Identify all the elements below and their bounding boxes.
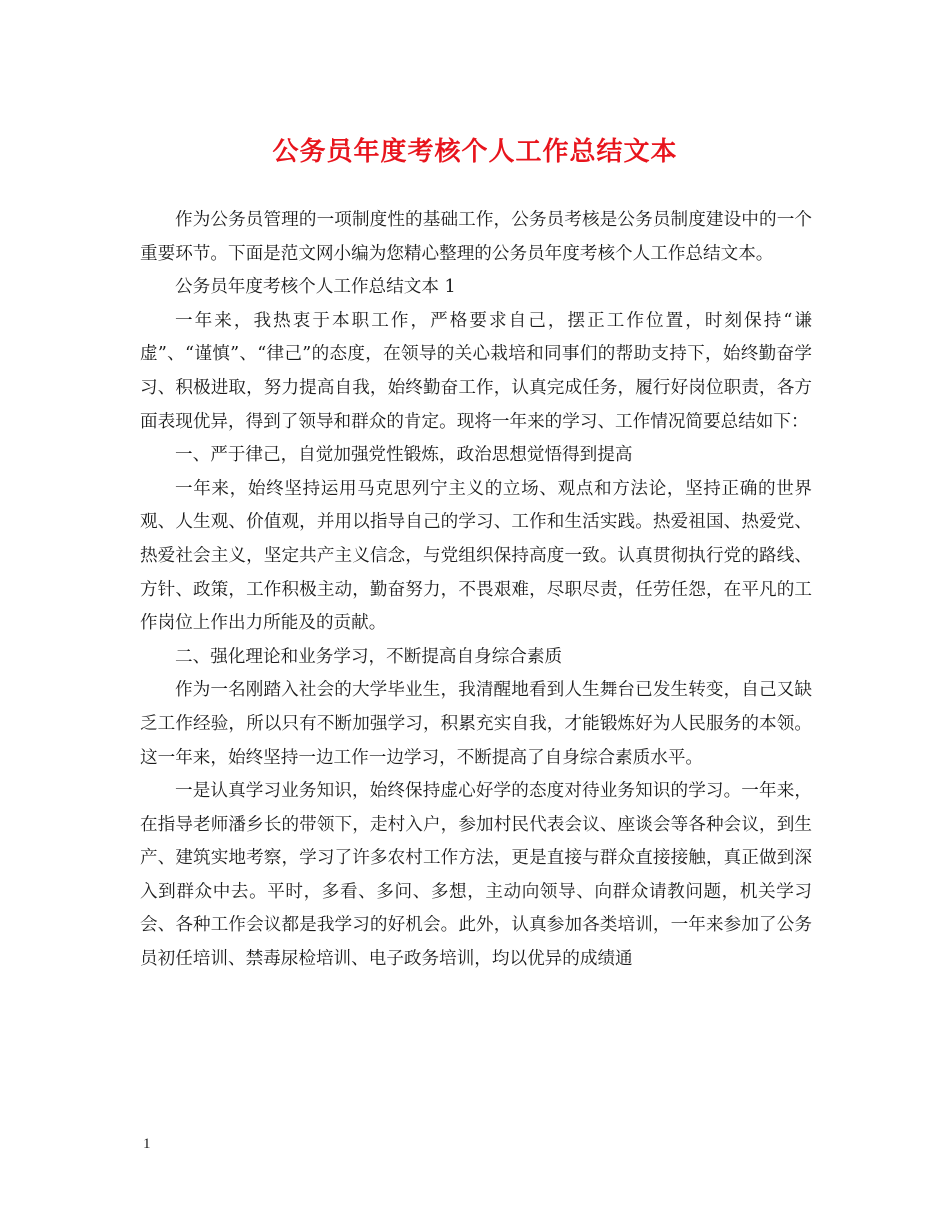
heading-2: 二、强化理论和业务学习，不断提高自身综合素质 [175, 646, 563, 667]
heading-1: 一、严于律己，自觉加强党性锻炼，政治思想觉悟得到提高 [175, 445, 633, 466]
business-knowledge-paragraph: 一是认真学习业务知识，始终保持虚心好学的态度对待业务知识的学习。一年来，在指导老师潘乡长的带领下，走村入户，参加村民代表会议、座谈会等各种会议，到生产、建筑实地考察，学习了许多农村工作方法，更是直接与群众直接接触，真正做到深入到群众中去。平时，多看、多问、多想，主动向领导、向群众请教问题，机关学习会、各种工作会议都是我学习的好机会。此外，认真参加各类培训，一年来参加了公务员初任培训、禁毒尿检培训、电子政务培训，均以优异的成绩通 [140, 781, 812, 970]
study-paragraph: 作为一名刚踏入社会的大学毕业生，我清醒地看到人生舞台已发生转变，自己又缺乏工作经验，所以只有不断加强学习，积累充实自我，才能锻炼好为人民服务的本领。这一年来，始终坚持一边工作一边学习，不断提高了自身综合素质水平。 [140, 680, 812, 768]
document-body [140, 204, 812, 977]
politics-paragraph: 一年来，始终坚持运用马克思列宁主义的立场、观点和方法论，坚持正确的世界观、人生观、价值观，并用以指导自己的学习、工作和生活实践。热爱祖国、热爱党、热爱社会主义，坚定共产主义信念，与党组织保持高度一致。认真贯彻执行党的路线、方针、政策，工作积极主动，勤奋努力，不畏艰难，尽职尽责，任劳任怨，在平凡的工作岗位上作出力所能及的贡献。 [140, 478, 812, 634]
document-title: 公务员年度考核个人工作总结文本 [272, 137, 678, 167]
intro-paragraph: 作为公务员管理的一项制度性的基础工作，公务员考核是公务员制度建设中的一个重要环节。下面是范文网小编为您精心整理的公务员年度考核个人工作总结文本。 [140, 210, 812, 264]
section-heading-text-1: 公务员年度考核个人工作总结文本 1 [175, 277, 456, 298]
overview-paragraph: 一年来，我热衷于本职工作，严格要求自己，摆正工作位置，时刻保持“谦虚”、“谨慎”、“律己”的态度，在领导的关心栽培和同事们的帮助支持下，始终勤奋学习、积极进取，努力提高自我，始终勤奋工作，认真完成任务，履行好岗位职责，各方面表现优异，得到了领导和群众的肯定。现将一年来的学习、工作情况简要总结如下： [140, 310, 812, 432]
page-number: 1 [143, 1136, 151, 1152]
